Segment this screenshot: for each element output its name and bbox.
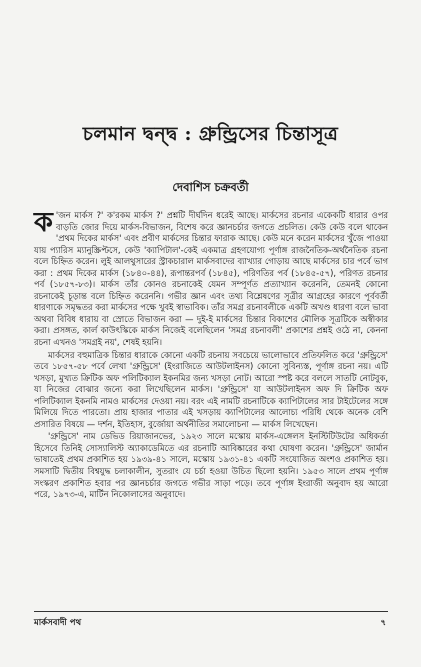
journal-name: মার্কসবাদী পথ	[34, 618, 82, 628]
paragraph-1	[34, 207, 388, 349]
article-body	[34, 207, 388, 501]
footer-divider	[34, 611, 388, 612]
author-name: দেবাশিস চক্রবর্তী	[172, 180, 249, 194]
paragraph-3: 'গ্রুন্ড্রিসে' নাম ডেভিড রিয়াজানভের, ১৯২৩ সালে মস্কোয় মার্কস-এঙ্গেলস ইনস্টিটিউটের অধিকর্তা হিসেবে তিনিই সোস্যালিস্ট অ্যাকাডেমিতে এর রচনাটি আবিষ্কারের কথা ঘোষণা করেন। 'গ্রুন্ড্রিসে' জার্মান ভাষাতেই প্রথম প্রকাশিত হয় ১৯৩৯-৪১ সালে, মস্কোয় ১৯৩১-৪১ একটি সংযোজিত অংশও প্রকাশিত হয়। সমসাটি দ্বিতীয় বিশ্বযুদ্ধ চলাকালীন, সুতরাং যে চর্চা হওয়া উচিত ছিলো হয়নি। ১৯৫৩ সালে প্রথম পূর্ণাঙ্গ সংস্করণ প্রকাশিত হবার পর জ্ঞানচর্চার জগতে গভীর সাড়া পড়ে। তবে পূর্ণাঙ্গ ইংরাজী অনুবাদ হয় আরো পরে, ১৯৭৩-এ, মার্টিন নিকোলাসের অনুবাদে।	[34, 431, 388, 500]
paragraph-2: মার্কসের বহুমাত্রিক চিন্তার ধারাকে কোনো একটি রচনায় সবচেয়ে ভালোভাবে প্রতিফলিত করে 'গ্রুন্ড্রিসে' তবে ১৮৫৭-৫৮ পর্বে লেখা 'গ্রুন্ড্রিসে' (ইংরাজিতে আউটলাইনস) কোনো সুবিন্যস্ত, পূর্ণাঙ্গ রচনা নয়। এটি খসড়া, মুখ্যত ক্রিটিক অফ পলিটিক্যাল ইকনমির জন্য খসড়া নোট। আরো স্পষ্ট করে বললে সাতটি নোটবুক, যা নিজের বোঝার জন্যে করা লিখেছিলেন মার্কস। 'গ্রুন্ড্রিসে' যা আউটলাইনস অফ দি ক্রিটিক অফ পলিটিক্যাল ইকনমি নামও মার্কসের দেওয়া নয়। বরং এই নামটি রচনাটিকে ক্যাপিটালের সার টাইটেলের সঙ্গে মিলিয়ে দিতে পারতো। প্রায় হাজার পাতার এই খসড়ায় ক্যাপিটালের আলোচ্য পরিধি থেকে অনেক বেশি প্রসারিত বিষয়ে — দর্শন, ইতিহাস, বুর্জোয়া অর্থনীতির সমালোচনা — মার্কস লিখেছেন।	[34, 349, 388, 429]
drop-cap: ক	[34, 207, 53, 238]
paragraph-1-text: 'জন মার্কস ?' ক'রকম মার্কস ?' প্রশ্নটি দীর্ঘদিন ধরেই আছে। মার্কসের রচনার একেকটি ধারার ওপর বাড়তি জোর দিয়ে মার্কস-বিভাজন, বিশেষ করে জ্ঞানচর্চার জগতে প্রচলিত। কেউ কেউ বলে থাকেন 'প্রথম দিকের মার্কস' এবং প্রবীণ মার্কসের চিন্তার ফারাক আছে। কেউ মনে করেন মার্কসের খুঁজে পাওয়া যায় প্যারিস ম্যানুস্ক্রিপ্টসে, কেউ 'ক্যাপিটাল'-কেই একমাত্র গ্রহণযোগ্য পূর্ণাঙ্গ রাজনৈতিক-অর্থনৈতিক রচনা বলে চিহ্নিত করেন। লুই আলথুসারের স্ট্রাকচারাল মার্কসবাদের ব্যাখ্যার গোড়ায় আছে মার্কসের চার পর্বে ভাগ করা : প্রথম দিকের মার্কস (১৮৪০-৪৪), রূপান্তরপর্ব (১৮৪৫), পরিণতির পর্ব (১৮৪৫-৫৭), পরিণত রচনার পর্ব (১৮৫৭-৮৩)। মার্কস তাঁর কোনও রচনাকেই যেমন সম্পূর্ণত প্রত্যাখ্যান করেননি, তেমনই কোনো রচনাকেই চূড়ান্ত বলে চিহ্নিত করেননি। গভীর জ্ঞান এবং তথ্য বিশ্লেষণের সূত্রীর আগ্রহের কারণে পূর্ববর্তী ধারণাকে সমৃদ্ধতর করা মার্কসের পক্ষে খুবই স্বাভাবিক। তাঁর সমগ্র রচনাবলীকে একটি অখণ্ড ধারণা বলে ভাবা অথবা বিবিধ ধারায় বা স্রোতে বিভাজন করা — দুই-ই মার্কসের চিন্তার বিকাশের মৌলিক সূত্রটিকে অস্বীকার করা। প্রসঙ্গত, কার্ল কাউৎস্কিকে মার্কস নিজেই বলেছিলেন 'সমগ্র রচনাবলী' প্রকাশের প্রশ্নই ওঠে না, কেননা রচনা এখনও 'সমগ্রই নয়', শেষই হয়নি।	[34, 210, 388, 348]
article-title: চলমান দ্বন্দ্ব : গ্রুন্ড্রিসের চিন্তাসূত্র	[82, 123, 339, 145]
page-number: ৭	[380, 618, 386, 628]
